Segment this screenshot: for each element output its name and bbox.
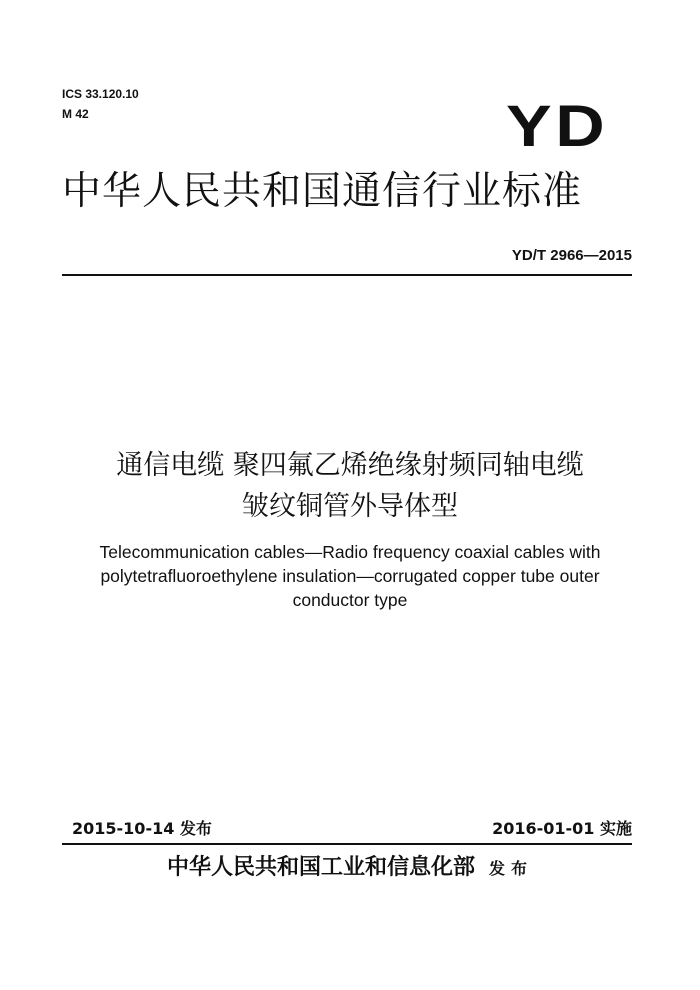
category-code: M 42	[62, 107, 89, 121]
chinese-title-line-2: 皱纹铜管外导体型	[242, 491, 458, 522]
standard-number: YD/T 2966—2015	[511, 247, 632, 264]
publisher-name: 中华人民共和国工业和信息化部	[166, 854, 475, 880]
english-title-line-3: conductor type	[292, 590, 408, 610]
ics-code: ICS 33.120.10	[62, 87, 139, 101]
publisher-action: 发布	[489, 859, 534, 878]
bottom-divider	[62, 843, 632, 845]
chinese-title-line-1: 通信电缆 聚四氟乙烯绝缘射频同轴电缆	[116, 450, 584, 481]
publisher-line	[40, 850, 660, 886]
industry-standard-title: 中华人民共和国通信行业标准	[62, 169, 583, 214]
issue-date: 2015-10-14 发布	[72, 819, 212, 838]
top-divider	[62, 274, 632, 276]
yd-logo: YD	[506, 94, 609, 159]
english-title-line-1: Telecommunication cables—Radio frequency coaxial cables with	[99, 542, 601, 562]
implementation-date: 2016-01-01 实施	[492, 819, 632, 838]
english-title-line-2: polytetrafluoroethylene insulation—corrugated copper tube outer	[100, 566, 600, 586]
